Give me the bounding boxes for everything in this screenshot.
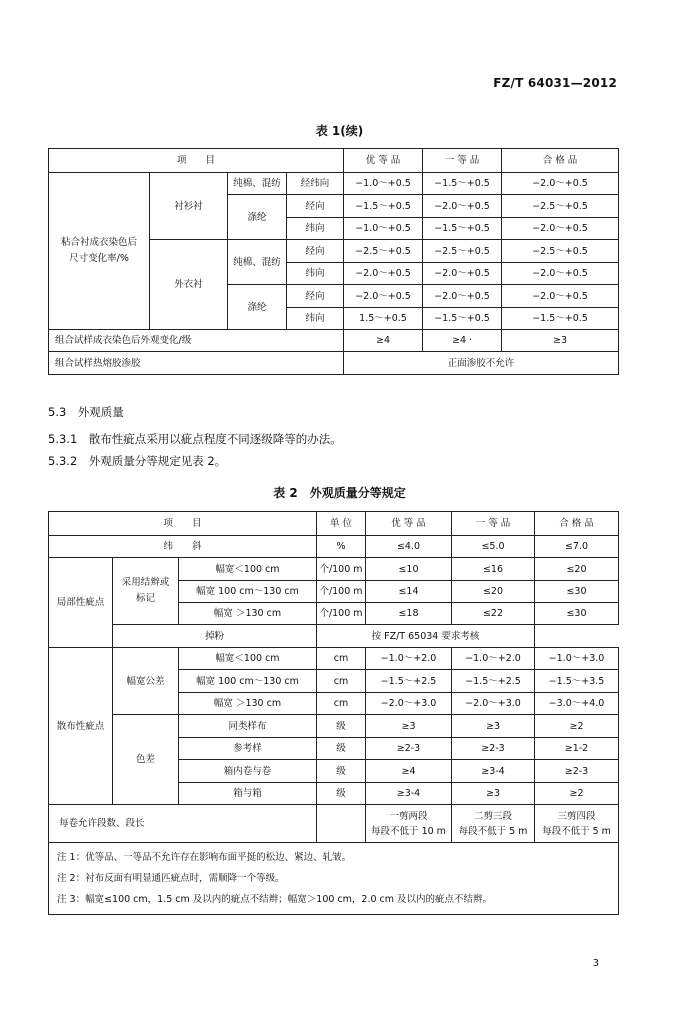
t2-unit: 级 (317, 715, 366, 738)
t2-width: 幅宽 ＞130 cm (179, 603, 317, 625)
t2-notes (49, 843, 619, 915)
t2-value: ≤20 (452, 581, 535, 603)
t2-segments-grade1 (366, 805, 452, 843)
t1-value: −1.5～+0.5 (502, 308, 619, 330)
t1-dir: 纬向 (287, 308, 344, 330)
t1-combo-dye-label: 组合试样成衣染色后外观变化/级 (49, 330, 344, 352)
t2-local-label: 局部性疵点 (49, 558, 113, 648)
t1-combo-heat-label: 组合试样热熔胶渗胶 (49, 352, 344, 375)
t1-value: −2.0～+0.5 (502, 285, 619, 308)
t2-width: 幅宽 ＞130 cm (179, 693, 317, 715)
t1-value: −2.0～+0.5 (423, 195, 502, 218)
t2-value: ≤20 (535, 558, 619, 581)
t2-width: 幅宽＜100 cm (179, 648, 317, 670)
t2-unit: % (317, 536, 366, 558)
t1-shirt-label: 衬衫衬 (150, 173, 228, 240)
t2-value: ≥3 (452, 783, 535, 805)
t1-value: −1.0～+0.5 (344, 173, 423, 195)
t2-unit: cm (317, 670, 366, 693)
t2-value: −1.5～+2.5 (366, 670, 452, 693)
table1 (48, 148, 619, 375)
t2-unit: 个/100 m (317, 558, 366, 581)
t2-value: ≤7.0 (535, 536, 619, 558)
t1-value: −2.0～+0.5 (423, 263, 502, 285)
t2-value: ≥3-4 (366, 783, 452, 805)
t2-skew-label: 纬 斜 (49, 536, 317, 558)
t1-dir: 纬向 (287, 263, 344, 285)
note: 注 3：幅宽≤100 cm，1.5 cm 及以内的疵点不结辫；幅宽＞100 cm，2.0 cm 及以内的疵点不结辫。 (57, 894, 493, 905)
t2-head-grade3: 合 格 品 (535, 512, 619, 536)
t1-combo-heat-value: 正面渗胶不允许 (344, 352, 619, 375)
t2-value: −1.0～+3.0 (535, 648, 619, 670)
t2-seg-count: 二剪三段 (473, 810, 512, 822)
t2-width-tol-label: 幅宽公差 (113, 648, 179, 715)
t2-value: ≥2 (535, 783, 619, 805)
t1-value: −2.5～+0.5 (344, 240, 423, 263)
t2-seg-length: 每段不低于 5 m (542, 825, 611, 837)
t2-seg-length: 每段不低于 5 m (458, 825, 528, 837)
section-5-3-heading: 5.3 外观质量 (48, 405, 124, 419)
t2-unit: 个/100 m (317, 581, 366, 603)
t2-knot-label: 采用结辫或标记 (113, 558, 179, 625)
t2-value: −3.0～+4.0 (535, 693, 619, 715)
t2-powder-value: 按 FZ/T 65034 要求考核 (317, 625, 535, 648)
t2-value: ≤14 (366, 581, 452, 603)
t1-cotton-blend: 纯棉、混纺 (228, 173, 287, 195)
t1-value: −2.5～+0.5 (423, 240, 502, 263)
t1-value: −1.5～+0.5 (423, 173, 502, 195)
table2-caption: 表 2 外观质量分等规定 (273, 486, 406, 500)
t2-segments-grade2 (452, 805, 535, 843)
t2-value: ≥3-4 (452, 760, 535, 783)
t2-width: 幅宽 100 cm～130 cm (179, 670, 317, 693)
t1-value: −2.5～+0.5 (502, 195, 619, 218)
t2-unit: cm (317, 648, 366, 670)
t1-outer-label: 外衣衬 (150, 240, 228, 330)
t1-value: −2.0～+0.5 (502, 218, 619, 240)
t2-value: −2.0～+3.0 (366, 693, 452, 715)
t2-value: ≥3 (366, 715, 452, 738)
t2-powder-label: 掉粉 (113, 625, 317, 648)
t1-value: −1.0～+0.5 (344, 218, 423, 240)
t1-value: 1.5～+0.5 (344, 308, 423, 330)
t2-value: ≥1-2 (535, 738, 619, 760)
t2-width: 幅宽＜100 cm (179, 558, 317, 581)
t1-dir: 经向 (287, 285, 344, 308)
t2-value: ≤30 (535, 581, 619, 603)
t1-dir: 经向 (287, 240, 344, 263)
t2-value: −1.0～+2.0 (366, 648, 452, 670)
t1-dir: 经向 (287, 195, 344, 218)
t2-value: ≤30 (535, 603, 619, 625)
t2-segments-label: 每卷允许段数、段长 (49, 805, 317, 843)
t2-value: ≥2-3 (535, 760, 619, 783)
t2-value: ≥2 (535, 715, 619, 738)
t1-value: ≥4 (344, 330, 423, 352)
t2-unit: 级 (317, 738, 366, 760)
t2-value: −1.0～+2.0 (452, 648, 535, 670)
t2-head-grade1: 优 等 品 (366, 512, 452, 536)
t1-dir: 纬向 (287, 218, 344, 240)
section-5-3-2: 5.3.2 外观质量分等规定见表 2。 (48, 454, 227, 468)
t1-head-item: 项 目 (49, 149, 344, 173)
table2 (48, 511, 619, 915)
t2-head-grade2: 一 等 品 (452, 512, 535, 536)
t1-value: −2.0～+0.5 (423, 285, 502, 308)
t2-value: ≤16 (452, 558, 535, 581)
t1-value: −1.5～+0.5 (344, 195, 423, 218)
t2-segments-grade3 (535, 805, 619, 843)
t1-value: −2.0～+0.5 (502, 173, 619, 195)
t1-head-grade3: 合 格 品 (502, 149, 619, 173)
t2-value: ≥2-3 (452, 738, 535, 760)
t2-value: ≤18 (366, 603, 452, 625)
t1-value: −2.0～+0.5 (502, 263, 619, 285)
t2-value: ≥2-3 (366, 738, 452, 760)
t1-polyester: 涤纶 (228, 285, 287, 330)
t1-head-grade1: 优 等 品 (344, 149, 423, 173)
t2-value: −2.0～+3.0 (452, 693, 535, 715)
t1-dir: 经纬向 (287, 173, 344, 195)
t2-unit: 级 (317, 783, 366, 805)
t2-color-item: 箱内卷与卷 (179, 760, 317, 783)
t1-value: ≥3 (502, 330, 619, 352)
t2-color-label: 色差 (113, 715, 179, 805)
t2-width: 幅宽 100 cm～130 cm (179, 581, 317, 603)
t2-value: ≤5.0 (452, 536, 535, 558)
t2-unit-empty (317, 805, 366, 843)
t1-head-grade2: 一 等 品 (423, 149, 502, 173)
t2-value: −1.5～+2.5 (452, 670, 535, 693)
t2-unit: 个/100 m (317, 603, 366, 625)
t1-group-label: 粘合衬成衣染色后尺寸变化率/% (49, 173, 150, 330)
t2-unit: cm (317, 693, 366, 715)
t2-head-unit: 单 位 (317, 512, 366, 536)
t1-value: ≥4 · (423, 330, 502, 352)
t2-seg-length: 每段不低于 10 m (371, 825, 446, 837)
t2-seg-count: 一剪两段 (389, 810, 428, 822)
t2-color-item: 箱与箱 (179, 783, 317, 805)
t1-value: −2.0～+0.5 (344, 263, 423, 285)
note: 注 1：优等品、一等品不允许存在影响布面平挺的松边、紧边、轧皱。 (57, 852, 352, 863)
t1-cotton-blend: 纯棉、混纺 (228, 240, 287, 285)
t2-scatter-label: 散布性疵点 (49, 648, 113, 805)
section-5-3-1: 5.3.1 散布性疵点采用以疵点程度不同逐级降等的办法。 (48, 432, 342, 446)
t1-value: −1.5～+0.5 (423, 218, 502, 240)
t2-value: ≥3 (452, 715, 535, 738)
t1-value: −2.0～+0.5 (344, 285, 423, 308)
page-number: 3 (592, 958, 599, 969)
t2-head-item: 项 目 (49, 512, 317, 536)
t2-color-item: 参考样 (179, 738, 317, 760)
t2-unit: 级 (317, 760, 366, 783)
note: 注 2：衬布反面有明显通匹疵点时，需顺降一个等级。 (57, 873, 285, 884)
standard-code: FZ/T 64031—2012 (493, 76, 617, 90)
t1-value: −2.5～+0.5 (502, 240, 619, 263)
t1-value: −1.5～+0.5 (423, 308, 502, 330)
t1-polyester: 涤纶 (228, 195, 287, 240)
table1-caption: 表 1(续) (315, 124, 364, 138)
t2-value: −1.5～+3.5 (535, 670, 619, 693)
t2-value: ≤10 (366, 558, 452, 581)
t2-value: ≤22 (452, 603, 535, 625)
t2-color-item: 同类样布 (179, 715, 317, 738)
t2-value: ≥4 (366, 760, 452, 783)
t2-value: ≤4.0 (366, 536, 452, 558)
t2-seg-count: 三剪四段 (557, 810, 596, 822)
